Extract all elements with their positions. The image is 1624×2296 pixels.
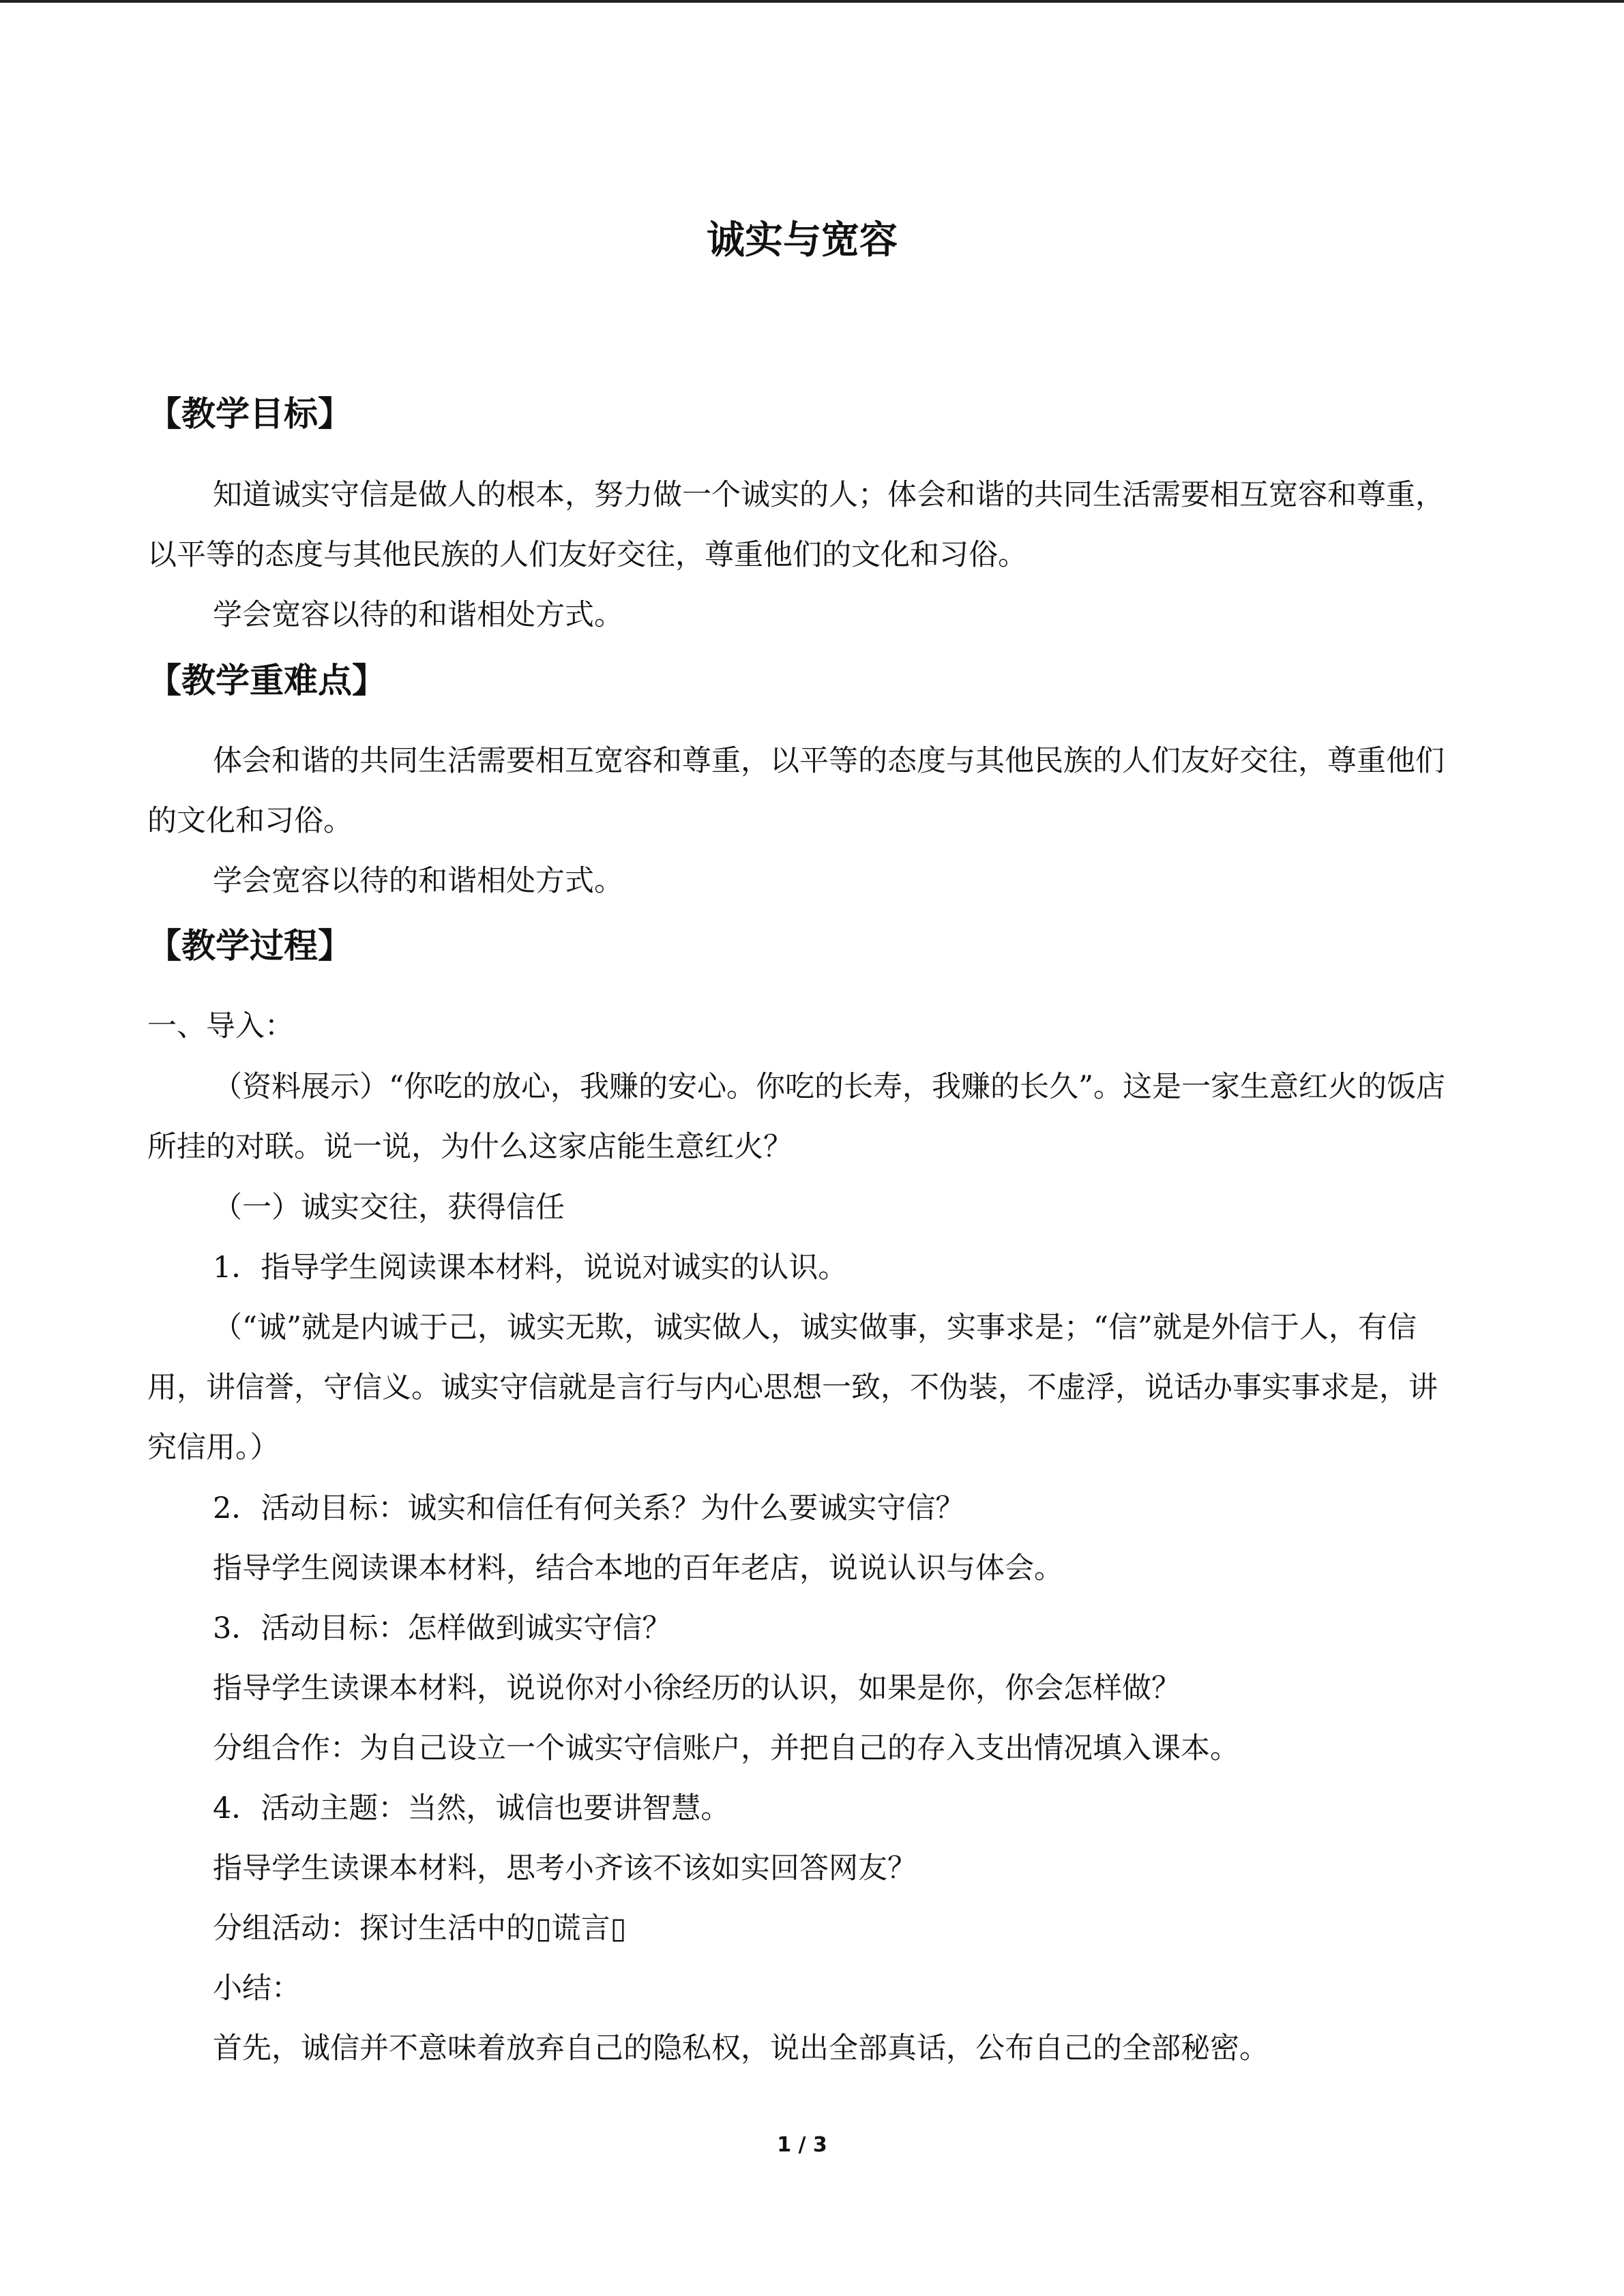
process-line: 分组活动：探讨生活中的▯谎言▯ [213,1911,627,1945]
process-line: 分组合作：为自己设立一个诚实守信账户，并把自己的存入支出情况填入课本。 [213,1731,1239,1765]
document-title: 诚实与宽容 [707,218,898,263]
objectives-paragraph-1: 知道诚实守信是做人的根本，努力做一个诚实的人；体会和谐的共同生活需要相互宽容和尊重，以平等的态度与其他民族的人们友好交往，尊重他们的文化和习俗。 [147,478,1445,572]
process-line: 3．活动目标：怎样做到诚实守信？ [213,1611,672,1645]
process-line: 指导学生阅读课本材料，结合本地的百年老店，说说认识与体会。 [213,1551,1063,1585]
process-line: 小结： [213,1971,301,2006]
heading-objectives: 【教学目标】 [147,394,352,434]
process-line: 首先，诚信并不意味着放弃自己的隐私权，说出全部真话，公布自己的全部秘密。 [213,2031,1269,2066]
process-line: 一、导入： [147,1009,294,1043]
process-line: 4．活动主题：当然，诚信也要讲智慧。 [213,1791,730,1825]
document-page [147,0,1457,2296]
process-line: （“诚”就是内诚于己，诚实无欺，诚实做人，诚实做事，实事求是；“信”就是外信于人，有信用，讲信誉，守信义。诚实守信就是言行与内心思想一致，不伪装，不虚浮，说话办事实事求是，讲究信用。） [147,1311,1438,1465]
objectives-paragraph-2: 学会宽容以待的和谐相处方式。 [213,598,623,632]
process-line: 指导学生读课本材料，说说你对小徐经历的认识，如果是你，你会怎样做？ [213,1671,1181,1705]
heading-process: 【教学过程】 [147,926,352,966]
process-line: 指导学生读课本材料，思考小齐该不该如实回答网友？ [213,1851,917,1885]
heading-key-points: 【教学重难点】 [147,661,386,700]
key-points-paragraph-1: 体会和谐的共同生活需要相互宽容和尊重，以平等的态度与其他民族的人们友好交往，尊重他们的文化和习俗。 [147,744,1445,838]
process-line: （资料展示）“你吃的放心，我赚的安心。你吃的长寿，我赚的长久”。这是一家生意红火的饭店所挂的对联。说一说，为什么这家店能生意红火？ [147,1070,1445,1164]
key-points-paragraph-2: 学会宽容以待的和谐相处方式。 [213,864,623,898]
process-line: （一）诚实交往，获得信任 [213,1191,565,1225]
process-line: 2．活动目标：诚实和信任有何关系？为什么要诚实守信？ [213,1491,965,1525]
page-number: 1 / 3 [777,2133,827,2157]
process-line: 1．指导学生阅读课本材料，说说对诚实的认识。 [213,1251,848,1285]
